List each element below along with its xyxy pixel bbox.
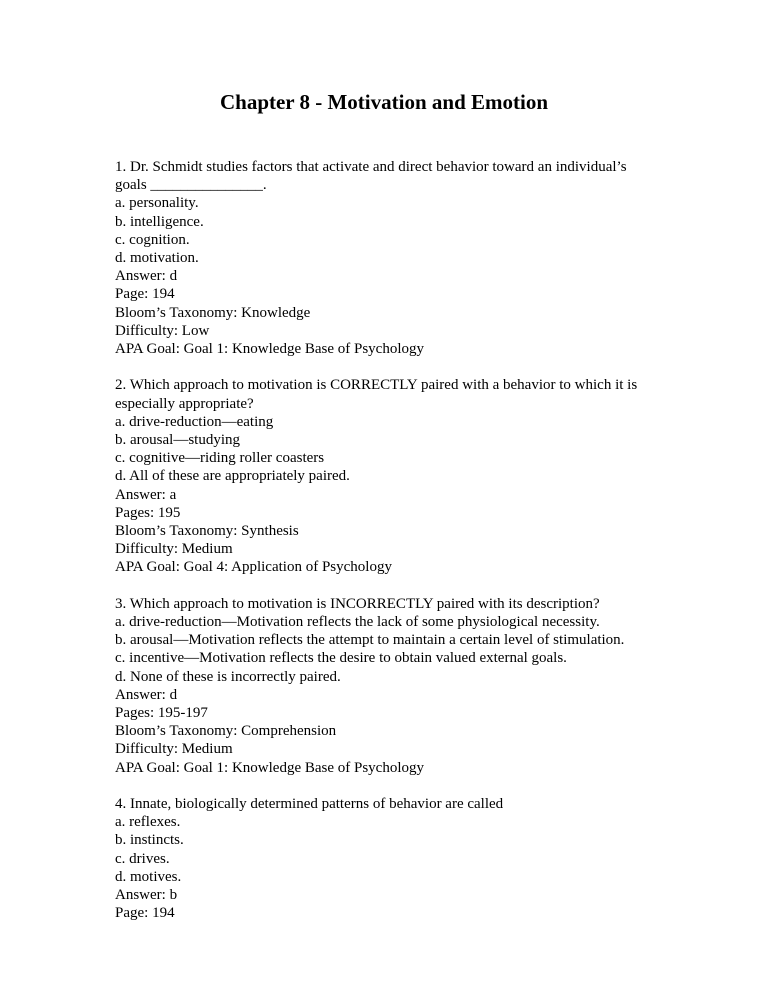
page-title: Chapter 8 - Motivation and Emotion xyxy=(219,90,549,114)
answer-option-b: b. arousal—Motivation reflects the attempt to maintain a certain level of stimulation. xyxy=(115,632,625,649)
blooms-taxonomy: Bloom’s Taxonomy: Synthesis xyxy=(115,523,299,540)
question-3 xyxy=(115,595,675,777)
difficulty: Difficulty: Low xyxy=(115,322,210,339)
answer-option-c: c. cognition. xyxy=(115,231,190,248)
answer-option-b: b. arousal—studying xyxy=(115,432,240,449)
answer-key: Answer: b xyxy=(115,887,178,904)
page-reference: Pages: 195-197 xyxy=(115,705,208,722)
page-reference: Page: 194 xyxy=(115,286,175,303)
answer-key: Answer: a xyxy=(115,486,177,503)
answer-option-a: a. reflexes. xyxy=(115,814,181,831)
question-stem-line: especially appropriate? xyxy=(115,395,254,412)
question-stem-line: 3. Which approach to motivation is INCORRECTLY paired with its description? xyxy=(115,595,600,612)
apa-goal: APA Goal: Goal 1: Knowledge Base of Psychology xyxy=(115,759,425,776)
difficulty: Difficulty: Medium xyxy=(115,541,233,558)
answer-option-a: a. drive-reduction—eating xyxy=(115,413,274,430)
answer-option-a: a. drive-reduction—Motivation reflects the lack of some physiological necessity. xyxy=(115,614,600,631)
apa-goal: APA Goal: Goal 1: Knowledge Base of Psychology xyxy=(115,341,425,358)
answer-key: Answer: d xyxy=(115,268,178,285)
answer-option-c: c. incentive—Motivation reflects the desire to obtain valued external goals. xyxy=(115,650,567,667)
blooms-taxonomy: Bloom’s Taxonomy: Comprehension xyxy=(115,723,337,740)
difficulty: Difficulty: Medium xyxy=(115,741,233,758)
blooms-taxonomy: Bloom’s Taxonomy: Knowledge xyxy=(115,304,311,321)
answer-option-d: d. motivation. xyxy=(115,250,199,267)
question-4 xyxy=(115,795,675,922)
answer-option-b: b. intelligence. xyxy=(115,213,204,230)
question-stem-line: goals _______________. xyxy=(115,177,267,194)
question-list xyxy=(115,158,675,941)
page-reference: Page: 194 xyxy=(115,905,175,922)
answer-option-d: d. motives. xyxy=(115,868,182,885)
answer-option-c: c. drives. xyxy=(115,850,170,867)
page-reference: Pages: 195 xyxy=(115,504,181,521)
answer-option-b: b. instincts. xyxy=(115,832,184,849)
question-stem-line: 4. Innate, biologically determined patterns of behavior are called xyxy=(115,796,504,813)
answer-option-a: a. personality. xyxy=(115,195,199,212)
answer-key: Answer: d xyxy=(115,686,178,703)
apa-goal: APA Goal: Goal 4: Application of Psychology xyxy=(115,559,392,576)
question-stem-line: 1. Dr. Schmidt studies factors that activate and direct behavior toward an individual’s xyxy=(115,159,627,175)
question-2 xyxy=(115,376,675,576)
question-1 xyxy=(115,158,675,358)
answer-option-d: d. All of these are appropriately paired. xyxy=(115,468,350,485)
question-stem-line: 2. Which approach to motivation is CORRECTLY paired with a behavior to which it is xyxy=(115,377,638,394)
answer-option-c: c. cognitive—riding roller coasters xyxy=(115,450,325,467)
answer-option-d: d. None of these is incorrectly paired. xyxy=(115,668,341,685)
